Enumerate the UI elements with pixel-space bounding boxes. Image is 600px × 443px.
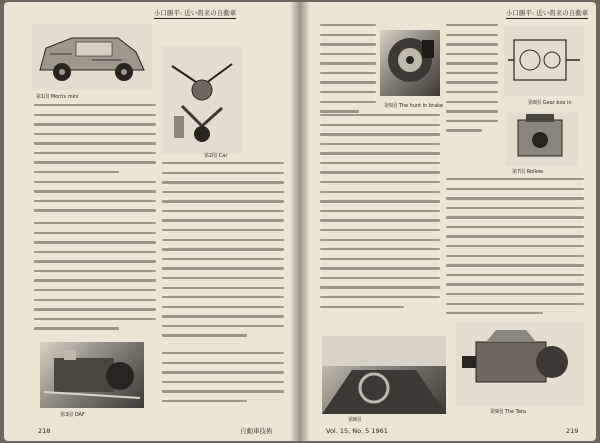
left-text-upper <box>34 104 156 219</box>
figure-5-caption: 第5図 The hunt in brake <box>384 103 443 109</box>
right-volume: Vol. 15, No. 5 1961 <box>326 427 388 435</box>
figure-7-caption: 第7図 Rollow <box>512 169 544 175</box>
right-text-middle-left <box>320 114 440 315</box>
right-text-top-left <box>320 24 376 120</box>
left-page-number: 218 <box>38 427 51 435</box>
right-page-number: 219 <box>566 427 579 435</box>
figure-9-caption: 第9図 The Tata <box>490 409 526 415</box>
figure-transmission <box>456 322 584 406</box>
left-text-right-column <box>162 162 284 344</box>
right-page <box>300 2 596 441</box>
figure-brake <box>380 30 440 96</box>
right-running-head: 小口勝平: 近い将来の自動車 <box>506 9 589 17</box>
figure-interior <box>322 336 446 414</box>
right-text-middle-right <box>446 178 584 322</box>
figure-engine-block <box>506 112 578 166</box>
figure-3-caption: 第3図 DAF <box>60 412 85 418</box>
left-page <box>4 2 300 441</box>
figure-2-caption: 第2図 Car <box>204 153 228 159</box>
right-text-top-middle <box>446 24 498 139</box>
figure-8-caption: 第8図 <box>348 417 362 423</box>
left-text-lower <box>34 222 156 337</box>
figure-gear-box <box>504 26 584 96</box>
figure-suspension <box>162 46 242 154</box>
left-text-bottom <box>162 352 284 409</box>
book-gutter <box>290 2 310 441</box>
figure-engine-unit <box>40 342 144 408</box>
figure-car-cutaway <box>32 24 152 90</box>
open-magazine <box>4 2 596 441</box>
figure-1-caption: 第1図 Morris mini <box>36 94 79 100</box>
left-journal-title: 自動車技術 <box>240 427 273 435</box>
figure-6-caption: 第6図 Gear box in <box>528 100 572 106</box>
left-running-head: 小口勝平: 近い将来の自動車 <box>154 9 237 17</box>
